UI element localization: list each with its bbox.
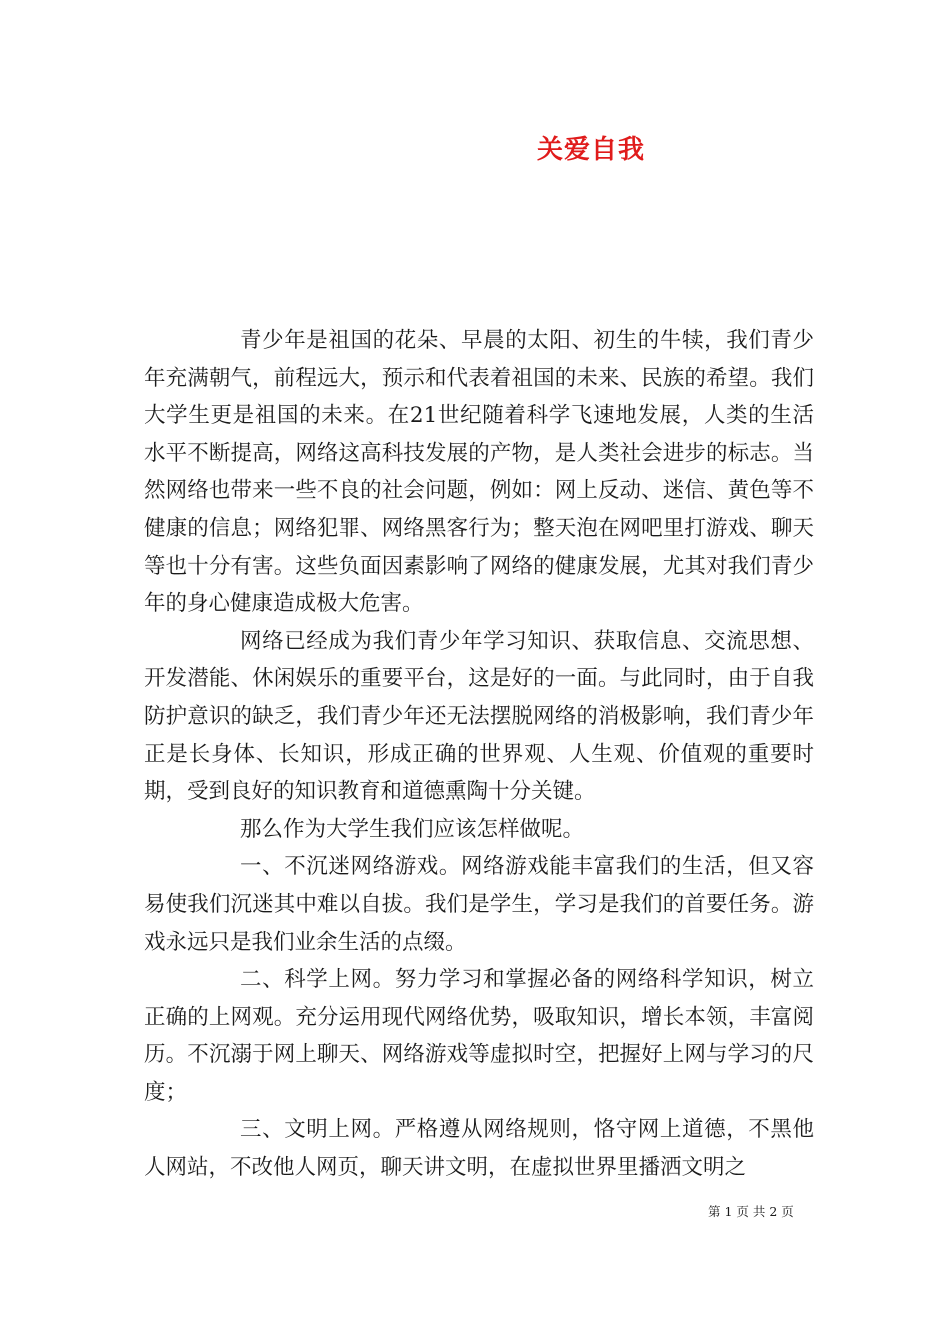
paragraph: 三、文明上网。严格遵从网络规则，恪守网上道德，不黑他人网站，不改他人网页，聊天讲文明，在虚拟世界里播洒文明之 [144, 1117, 814, 1181]
paragraph: 二、科学上网。努力学习和掌握必备的网络科学知识，树立正确的上网观。充分运用现代网络优势，吸取知识，增长本领，丰富阅历。不沉溺于网上聊天、网络游戏等虚拟时空，把握好上网与学习的尺度； [144, 967, 814, 1105]
page-footer: 第 1 页 共 2 页 [708, 1204, 794, 1219]
document-body [144, 322, 814, 1187]
paragraph: 网络已经成为我们青少年学习知识、获取信息、交流思想、开发潜能、休闲娱乐的重要平台，这是好的一面。与此同时，由于自我防护意识的缺乏，我们青少年还无法摆脱网络的消极影响，我们青少年正是长身体、长知识，形成正确的世界观、人生观、价值观的重要时期，受到良好的知识教育和道德熏陶十分关键。 [144, 628, 814, 805]
paragraph: 一、不沉迷网络游戏。网络游戏能丰富我们的生活，但又容易使我们沉迷其中难以自拔。我们是学生，学习是我们的首要任务。游戏永远只是我们业余生活的点缀。 [144, 854, 814, 955]
paragraph: 那么作为大学生我们应该怎样做呢。 [240, 816, 585, 842]
document-title: 关爱自我 [536, 135, 645, 165]
paragraph: 青少年是祖国的花朵、早晨的太阳、初生的牛犊，我们青少年充满朝气，前程远大，预示和代表着祖国的未来、民族的希望。我们大学生更是祖国的未来。在21世纪随着科学飞速地发展，人类的生活水平不断提高，网络这高科技发展的产物，是人类社会进步的标志。当然网络也带来一些不良的社会问题，例如：网上反动、迷信、黄色等不健康的信息；网络犯罪、网络黑客行为；整天泡在网吧里打游戏、聊天等也十分有害。这些负面因素影响了网络的健康发展，尤其对我们青少年的身心健康造成极大危害。 [144, 328, 814, 617]
